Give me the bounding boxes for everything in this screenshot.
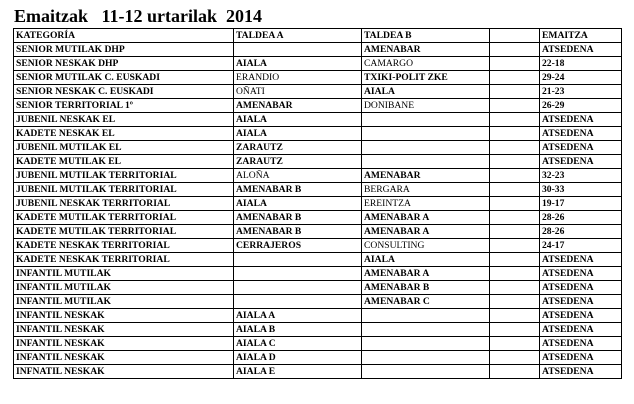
table-row — [14, 281, 622, 295]
team-b-cell: CONSULTING — [362, 239, 490, 253]
team-a-cell: ZARAUTZ — [234, 141, 362, 155]
team-b-cell: EREINTZA — [362, 197, 490, 211]
team-a-cell — [234, 281, 362, 295]
table-row — [14, 155, 622, 169]
result-cell: ATSEDENA — [540, 323, 622, 337]
table-row — [14, 211, 622, 225]
category-cell: KADETE MUTILAK TERRITORIAL — [14, 225, 234, 239]
category-cell: INFANTIL NESKAK — [14, 309, 234, 323]
blank-cell — [490, 183, 540, 197]
result-cell: ATSEDENA — [540, 295, 622, 309]
team-b-cell — [362, 141, 490, 155]
team-b-cell: AMENABAR A — [362, 267, 490, 281]
table-row — [14, 323, 622, 337]
blank-cell — [490, 99, 540, 113]
page-title: Emaitzak 11-12 urtarilak 2014 — [14, 6, 262, 26]
team-b-cell: BERGARA — [362, 183, 490, 197]
team-a-cell — [234, 295, 362, 309]
team-b-cell: CAMARGO — [362, 57, 490, 71]
category-cell: INFANTIL MUTILAK — [14, 267, 234, 281]
team-a-cell: ALOÑA — [234, 169, 362, 183]
team-b-cell — [362, 309, 490, 323]
result-cell: 26-29 — [540, 99, 622, 113]
table-row — [14, 43, 622, 57]
category-cell: JUBENIL NESKAK TERRITORIAL — [14, 197, 234, 211]
blank-cell — [490, 197, 540, 211]
team-b-cell: TXIKI-POLIT ZKE — [362, 71, 490, 85]
table-row — [14, 71, 622, 85]
result-cell: ATSEDENA — [540, 351, 622, 365]
team-a-cell: AMENABAR B — [234, 183, 362, 197]
blank-cell — [490, 169, 540, 183]
result-cell: 24-17 — [540, 239, 622, 253]
team-a-cell: ERANDIO — [234, 71, 362, 85]
result-cell: ATSEDENA — [540, 43, 622, 57]
table-row — [14, 169, 622, 183]
table-row — [14, 225, 622, 239]
team-a-cell: OÑATI — [234, 85, 362, 99]
result-cell: 30-33 — [540, 183, 622, 197]
category-cell: SENIOR TERRITORIAL 1º — [14, 99, 234, 113]
result-cell: ATSEDENA — [540, 281, 622, 295]
result-cell: 29-24 — [540, 71, 622, 85]
category-cell: KADETE MUTILAK EL — [14, 155, 234, 169]
category-cell: INFANTIL NESKAK — [14, 337, 234, 351]
team-b-cell: AMENABAR A — [362, 211, 490, 225]
blank-cell — [490, 351, 540, 365]
table-row — [14, 197, 622, 211]
category-cell: JUBENIL NESKAK EL — [14, 113, 234, 127]
results-table — [13, 28, 622, 379]
table-row — [14, 309, 622, 323]
team-b-cell: AMENABAR — [362, 43, 490, 57]
result-cell: ATSEDENA — [540, 253, 622, 267]
table-row — [14, 57, 622, 71]
team-a-cell: AIALA B — [234, 323, 362, 337]
result-cell: 28-26 — [540, 211, 622, 225]
result-cell: 21-23 — [540, 85, 622, 99]
category-cell: SENIOR NESKAK C. EUSKADI — [14, 85, 234, 99]
team-a-cell — [234, 253, 362, 267]
header-team-a: TALDEA A — [234, 29, 362, 43]
result-cell: ATSEDENA — [540, 127, 622, 141]
table-row — [14, 267, 622, 281]
result-cell: ATSEDENA — [540, 267, 622, 281]
blank-cell — [490, 365, 540, 379]
category-cell: KADETE NESKAK TERRITORIAL — [14, 239, 234, 253]
blank-cell — [490, 281, 540, 295]
result-cell: 22-18 — [540, 57, 622, 71]
blank-cell — [490, 43, 540, 57]
table-row — [14, 239, 622, 253]
team-a-cell: AMENABAR B — [234, 225, 362, 239]
team-b-cell — [362, 337, 490, 351]
table-row — [14, 85, 622, 99]
team-b-cell — [362, 351, 490, 365]
result-cell: ATSEDENA — [540, 113, 622, 127]
table-row — [14, 113, 622, 127]
category-cell: INFANTIL MUTILAK — [14, 295, 234, 309]
team-a-cell: AIALA E — [234, 365, 362, 379]
result-cell: 28-26 — [540, 225, 622, 239]
team-b-cell — [362, 365, 490, 379]
header-blank — [490, 29, 540, 43]
blank-cell — [490, 113, 540, 127]
header-category: KATEGORÍA — [14, 29, 234, 43]
blank-cell — [490, 57, 540, 71]
table-row — [14, 351, 622, 365]
category-cell: JUBENIL MUTILAK TERRITORIAL — [14, 169, 234, 183]
team-b-cell: AMENABAR — [362, 169, 490, 183]
team-a-cell: AMENABAR — [234, 99, 362, 113]
blank-cell — [490, 71, 540, 85]
blank-cell — [490, 253, 540, 267]
category-cell: SENIOR MUTILAK C. EUSKADI — [14, 71, 234, 85]
category-cell: JUBENIL MUTILAK TERRITORIAL — [14, 183, 234, 197]
team-a-cell: AMENABAR B — [234, 211, 362, 225]
table-row — [14, 99, 622, 113]
category-cell: INFNATIL NESKAK — [14, 365, 234, 379]
result-cell: ATSEDENA — [540, 309, 622, 323]
header-team-b: TALDEA B — [362, 29, 490, 43]
blank-cell — [490, 85, 540, 99]
blank-cell — [490, 239, 540, 253]
result-cell: ATSEDENA — [540, 155, 622, 169]
result-cell: ATSEDENA — [540, 141, 622, 155]
table-row — [14, 365, 622, 379]
blank-cell — [490, 323, 540, 337]
table-row — [14, 253, 622, 267]
team-b-cell: AMENABAR A — [362, 225, 490, 239]
table-row — [14, 127, 622, 141]
team-b-cell: AMENABAR B — [362, 281, 490, 295]
blank-cell — [490, 155, 540, 169]
category-cell: INFANTIL NESKAK — [14, 323, 234, 337]
team-a-cell — [234, 267, 362, 281]
team-b-cell — [362, 323, 490, 337]
category-cell: SENIOR MUTILAK DHP — [14, 43, 234, 57]
results-body — [14, 43, 622, 379]
blank-cell — [490, 295, 540, 309]
category-cell: KADETE NESKAK EL — [14, 127, 234, 141]
team-b-cell: AIALA — [362, 85, 490, 99]
header-result: EMAITZA — [540, 29, 622, 43]
result-cell: 32-23 — [540, 169, 622, 183]
team-a-cell: AIALA — [234, 127, 362, 141]
team-a-cell — [234, 43, 362, 57]
table-row — [14, 141, 622, 155]
category-cell: KADETE MUTILAK TERRITORIAL — [14, 211, 234, 225]
team-a-cell: AIALA D — [234, 351, 362, 365]
category-cell: SENIOR NESKAK DHP — [14, 57, 234, 71]
team-b-cell — [362, 113, 490, 127]
team-b-cell: AMENABAR C — [362, 295, 490, 309]
category-cell: JUBENIL MUTILAK EL — [14, 141, 234, 155]
blank-cell — [490, 211, 540, 225]
category-cell: INFANTIL NESKAK — [14, 351, 234, 365]
blank-cell — [490, 309, 540, 323]
team-a-cell: CERRAJEROS — [234, 239, 362, 253]
table-row — [14, 183, 622, 197]
team-b-cell — [362, 127, 490, 141]
result-cell: ATSEDENA — [540, 365, 622, 379]
blank-cell — [490, 127, 540, 141]
result-cell: 19-17 — [540, 197, 622, 211]
team-b-cell: DONIBANE — [362, 99, 490, 113]
blank-cell — [490, 337, 540, 351]
team-a-cell: AIALA — [234, 113, 362, 127]
team-b-cell: AIALA — [362, 253, 490, 267]
table-row — [14, 337, 622, 351]
team-a-cell: AIALA — [234, 197, 362, 211]
team-a-cell: AIALA — [234, 57, 362, 71]
blank-cell — [490, 141, 540, 155]
team-b-cell — [362, 155, 490, 169]
category-cell: INFANTIL MUTILAK — [14, 281, 234, 295]
team-a-cell: AIALA C — [234, 337, 362, 351]
team-a-cell: ZARAUTZ — [234, 155, 362, 169]
blank-cell — [490, 267, 540, 281]
result-cell: ATSEDENA — [540, 337, 622, 351]
category-cell: KADETE NESKAK TERRITORIAL — [14, 253, 234, 267]
team-a-cell: AIALA A — [234, 309, 362, 323]
header-row — [14, 29, 622, 43]
blank-cell — [490, 225, 540, 239]
table-row — [14, 295, 622, 309]
